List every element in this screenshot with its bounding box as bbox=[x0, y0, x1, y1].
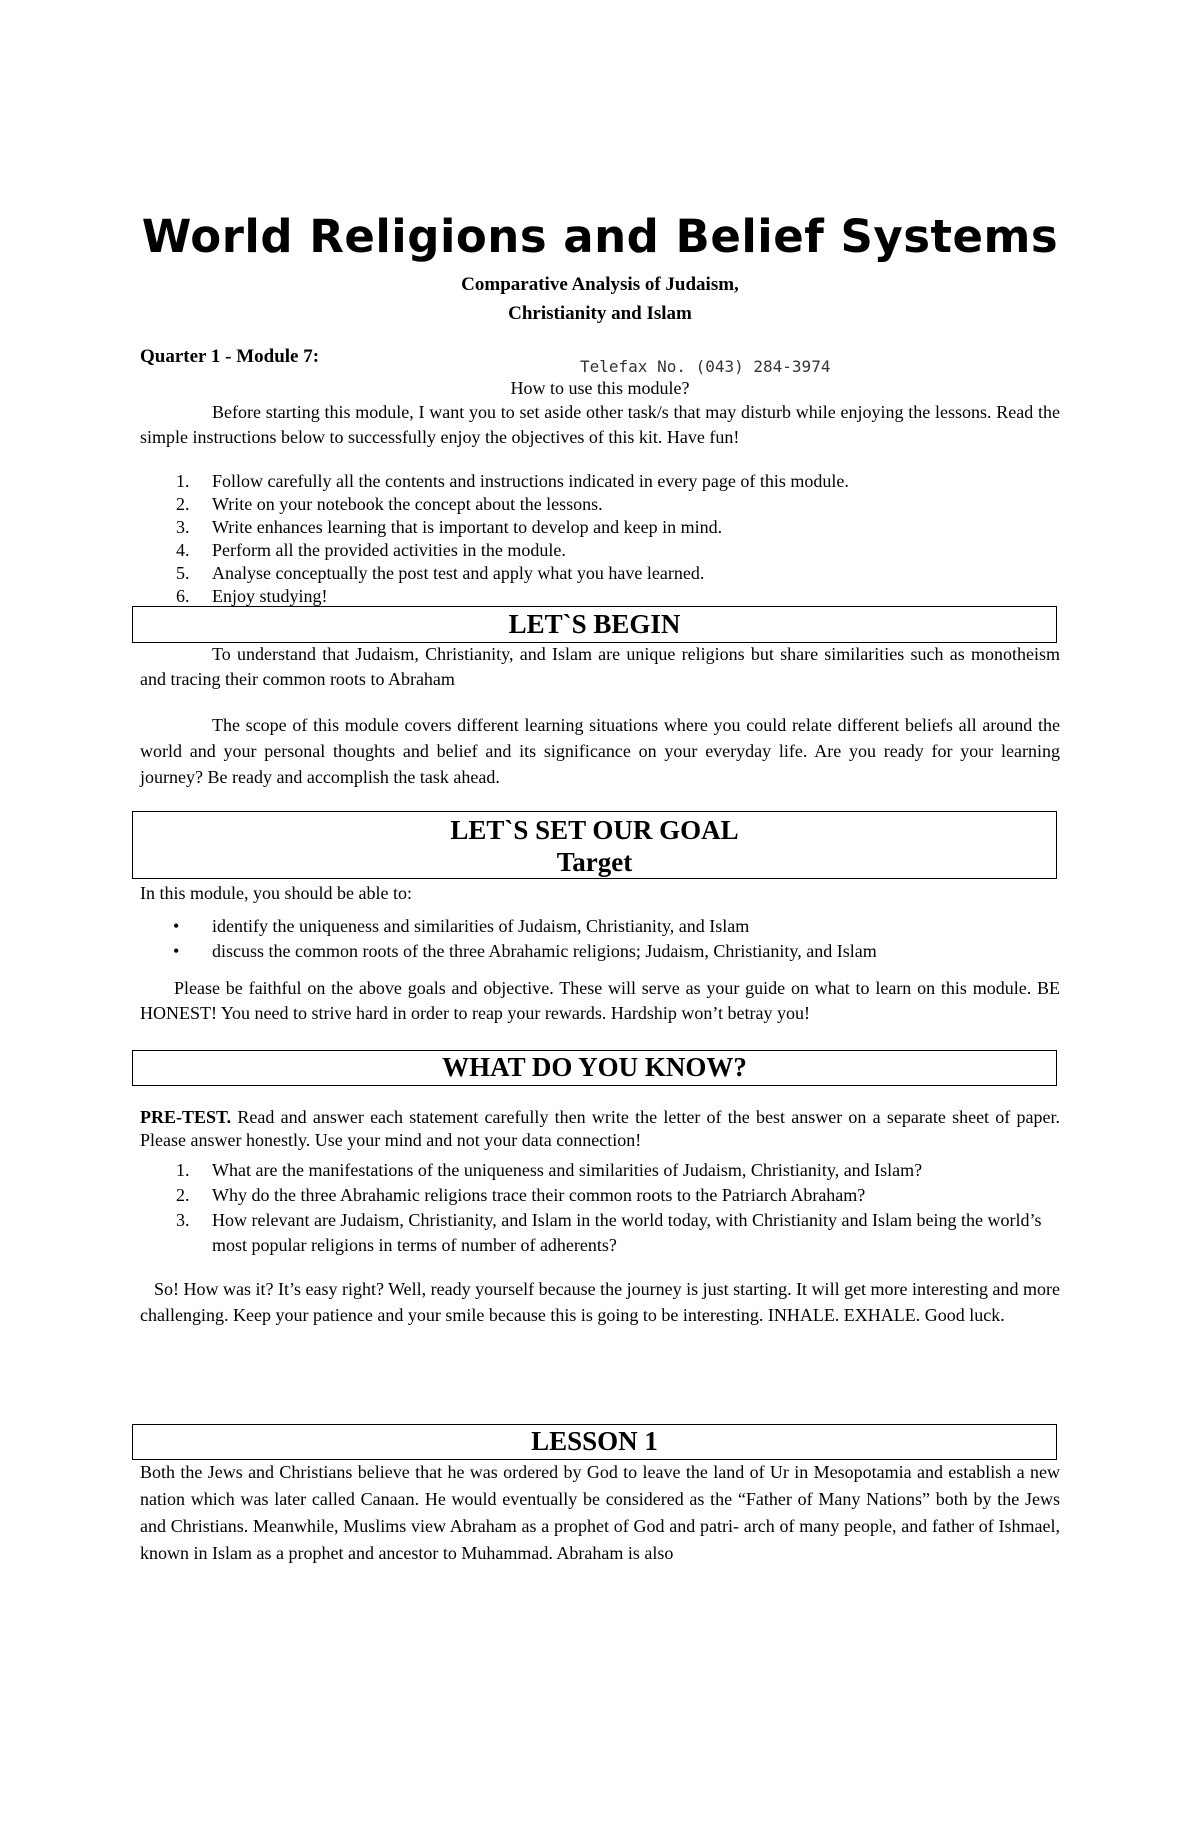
instruction-list bbox=[140, 470, 849, 608]
goal-list bbox=[140, 914, 877, 964]
list-item: 5. Analyse conceptually the post test and apply what you have learned. bbox=[176, 563, 705, 583]
set-goal-heading bbox=[132, 811, 1057, 879]
list-item: 1. Follow carefully all the contents and instructions indicated in every page of this module. bbox=[176, 471, 849, 491]
list-item: • discuss the common roots of the three Abrahamic religions; Judaism, Christianity, and Islam bbox=[140, 939, 877, 964]
set-goal-title: LET`S SET OUR GOAL bbox=[450, 815, 739, 845]
lets-begin-heading: LET`S BEGIN bbox=[132, 606, 1057, 643]
target-subtitle: Target bbox=[556, 847, 633, 877]
pretest-closing: So! How was it? It’s easy right? Well, ready yourself because the journey is just starting. It will get more interesting and more challenging. Keep your patience and your smile because this is going to be interesting. INHALE. EXHALE. Good luck. bbox=[140, 1279, 1060, 1325]
list-item: 2. Write on your notebook the concept about the lessons. bbox=[176, 494, 603, 514]
lesson-1-heading: LESSON 1 bbox=[132, 1424, 1057, 1460]
list-item: 1. What are the manifestations of the uniqueness and similarities of Judaism, Christianity, and Islam? bbox=[176, 1160, 923, 1180]
bullet-icon: • bbox=[173, 941, 180, 961]
goal-closing: Please be faithful on the above goals and objective. These will serve as your guide on what to learn on this module. BE HONEST! You need to strive hard in order to reap your rewards. Hardship won’t betray you! bbox=[140, 978, 1060, 1023]
document-title: World Religions and Belief Systems bbox=[141, 210, 1059, 263]
subtitle-line-2: Christianity and Islam bbox=[508, 303, 692, 324]
bullet-icon: • bbox=[173, 916, 180, 936]
list-item: 3. Write enhances learning that is important to develop and keep in mind. bbox=[176, 517, 723, 537]
goal-intro: In this module, you should be able to: bbox=[140, 883, 412, 903]
subtitle-line-1: Comparative Analysis of Judaism, bbox=[461, 274, 739, 295]
begin-paragraph-1: To understand that Judaism, Christianity, and Islam are unique religions but share similarities such as monotheism and tracing their common roots to Abraham bbox=[140, 644, 1060, 689]
howto-intro: Before starting this module, I want you to set aside other task/s that may disturb while enjoying the lessons. Read the simple instructions below to successfully enjoy the objectives of this kit. Have fun! bbox=[140, 402, 1060, 447]
document-subtitle bbox=[140, 270, 1060, 328]
lesson-1-text: Both the Jews and Christians believe that he was ordered by God to leave the land of Ur in Mesopotamia and establish a new nation which was later called Canaan. He would eventually be considered as the “Father of Many Nations” both by the Jews and Christians. Meanwhile, Muslims view Abraham as a prophet of God and patri- arch of many people, and father of Ishmael, known in Islam as a prophet and ancestor to Muhammad. Abraham is also bbox=[140, 1462, 1060, 1563]
pretest-label: PRE-TEST. bbox=[140, 1107, 232, 1127]
list-item: 3. How relevant are Judaism, Christianity, and Islam in the world today, with Christianity and Islam being the world’s most popular religions in terms of number of adherents? bbox=[176, 1210, 1042, 1255]
list-item: 2. Why do the three Abrahamic religions trace their common roots to the Patriarch Abraham? bbox=[176, 1185, 866, 1205]
howto-title: How to use this module? bbox=[510, 378, 690, 398]
telefax-number: Telefax No. (043) 284-3974 bbox=[580, 357, 831, 376]
list-item: 6. Enjoy studying! bbox=[176, 586, 328, 606]
pretest-questions bbox=[140, 1158, 1060, 1258]
list-item: 4. Perform all the provided activities in the module. bbox=[176, 540, 566, 560]
list-item: • identify the uniqueness and similarities of Judaism, Christianity, and Islam bbox=[140, 914, 877, 939]
quarter-module-label: Quarter 1 - Module 7: bbox=[140, 346, 320, 367]
pretest-instructions: PRE-TEST. Read and answer each statement carefully then write the letter of the best answer on a separate sheet of paper. Please answer honestly. Use your mind and not your data connection! bbox=[140, 1107, 1060, 1150]
begin-paragraph-2: The scope of this module covers different learning situations where you could relate different beliefs all around the world and your personal thoughts and belief and its significance on your everyday life. Are you ready for your learning journey? Be ready and accomplish the task ahead. bbox=[140, 715, 1060, 787]
what-do-you-know-heading: WHAT DO YOU KNOW? bbox=[132, 1050, 1057, 1086]
